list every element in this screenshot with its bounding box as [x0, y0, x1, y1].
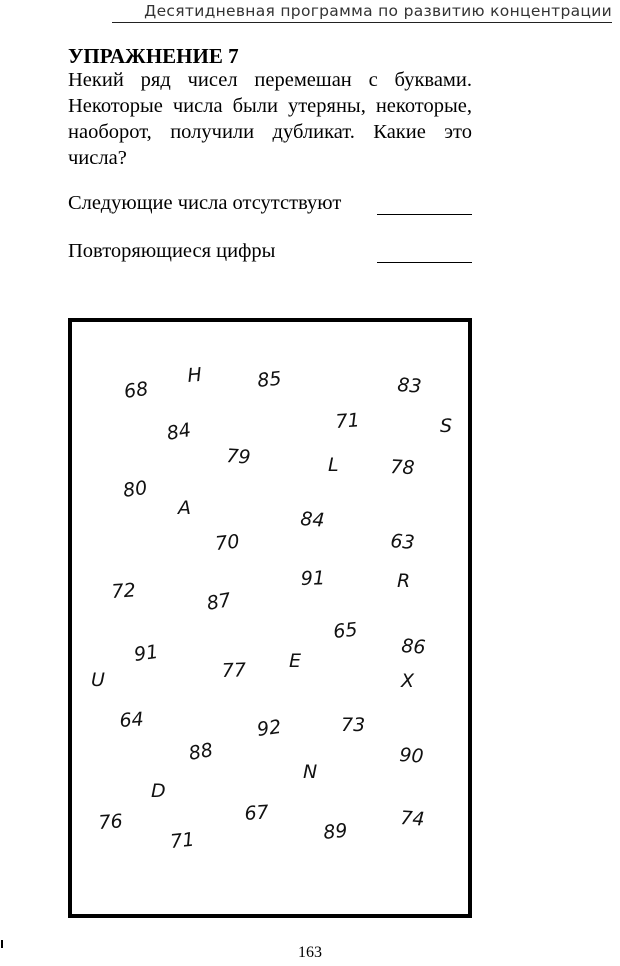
puzzle-item: 80 [121, 476, 149, 502]
puzzle-item: X [401, 670, 415, 692]
puzzle-item: 84 [299, 508, 326, 532]
puzzle-item: 63 [389, 530, 416, 555]
puzzle-item: 88 [187, 739, 215, 765]
puzzle-item: U [91, 669, 105, 691]
puzzle-item: 86 [400, 635, 427, 659]
puzzle-item: Е [289, 650, 302, 672]
missing-numbers-blank[interactable] [377, 194, 472, 215]
puzzle-item: Н [186, 363, 203, 387]
puzzle-item: 71 [334, 409, 361, 433]
puzzle-item: 84 [165, 419, 193, 445]
puzzle-item: 68 [122, 377, 150, 403]
puzzle-item: 73 [341, 714, 366, 736]
puzzle-item: 83 [396, 374, 423, 398]
puzzle-item: 70 [214, 530, 241, 555]
puzzle-item: А [178, 497, 191, 519]
duplicate-numbers-label: Повторяющиеся цифры [68, 240, 276, 262]
puzzle-item: 85 [256, 367, 283, 392]
puzzle-item: 78 [389, 456, 416, 480]
exercise-title: УПРАЖНЕНИЕ 7 [68, 44, 239, 68]
puzzle-item: 65 [332, 618, 359, 643]
puzzle-item: L [328, 454, 339, 476]
puzzle-item: 87 [205, 589, 233, 615]
puzzle-item: 67 [243, 801, 270, 825]
puzzle-item: R [397, 570, 411, 592]
missing-numbers-label: Следующие числа отсутствуют [68, 192, 342, 214]
puzzle-item: 71 [169, 828, 196, 853]
duplicate-numbers-blank[interactable] [377, 242, 472, 263]
puzzle-item: 92 [255, 715, 283, 741]
exercise-text: Некий ряд чисел перемешан с буквами. Некоторые числа были утеряны, некоторые, наоборот, получили дубликат. Какие это числа? [68, 69, 472, 169]
page-number: 163 [298, 944, 322, 961]
puzzle-item: S [440, 415, 453, 437]
missing-numbers-row [68, 192, 472, 215]
puzzle-frame [68, 318, 472, 918]
duplicate-numbers-row [68, 240, 472, 263]
puzzle-item: 76 [97, 810, 124, 834]
puzzle-item: 91 [132, 640, 160, 666]
puzzle-item: 64 [118, 708, 145, 732]
puzzle-item: 77 [221, 659, 247, 682]
puzzle-item: 74 [399, 807, 426, 831]
puzzle-item: 91 [300, 567, 326, 590]
puzzle-item: N [303, 761, 318, 783]
puzzle-item: 79 [225, 445, 252, 469]
puzzle-item: D [151, 780, 166, 802]
puzzle-item: 89 [322, 819, 349, 844]
puzzle-item: 90 [398, 744, 425, 768]
running-head: Десятидневная программа по развитию концентрации [112, 2, 612, 23]
puzzle-item: 72 [110, 579, 137, 603]
